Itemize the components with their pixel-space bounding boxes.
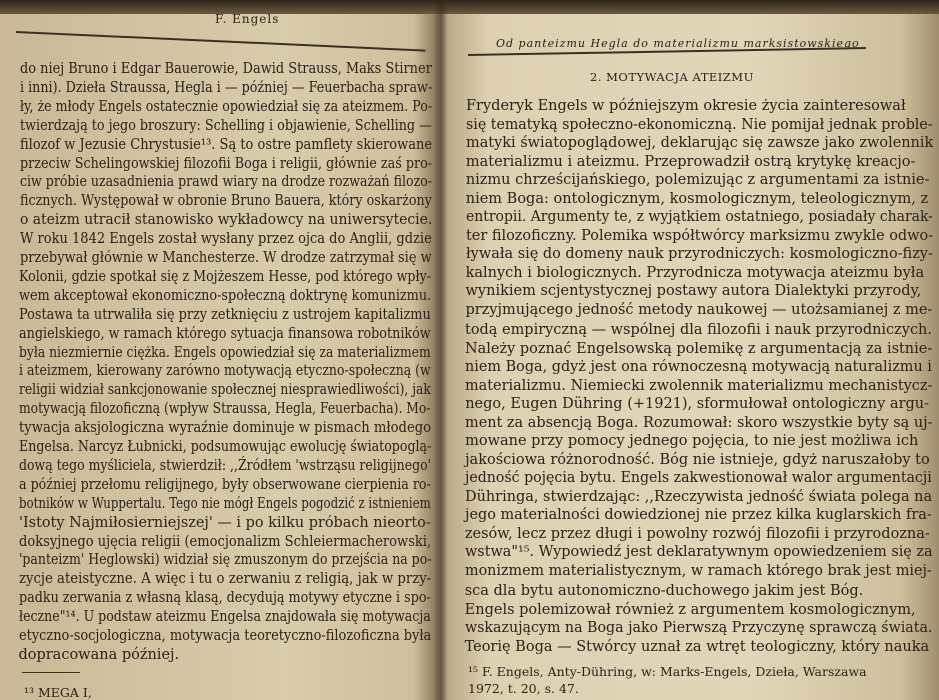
text-line: była niezmiernie ciężka. Engels opowiedział się za materializmem [19,344,431,361]
text-line: jakościowa różnorodność. Bóg nie istnieje, gdyż naruszałoby to [465,451,930,468]
text-line: padku zerwania z własną klasą, decydują motywy etyczne i spo- [18,590,431,607]
footnote-right-1: ¹⁵ F. Engels, Anty-Dühring, w: Marks-Engels, Dzieła, Warszawa [468,664,867,679]
text-line: Engelsa. Narcyz Łubnicki, podsumowując ewolucję światopoglą- [19,439,432,455]
text-line: matyki światopoglądowej, deklarując się zawsze jako zwolennik [465,135,934,151]
text-line: przyjmującego jedność metody naukowej — utożsamianej z me- [465,301,933,318]
text-line: 'Istoty Najmiłosierniejszej' — i po kilku próbach nieorto- [18,514,431,531]
footnote-right-2: 1972, t. 20, s. 47. [468,681,579,696]
text-line: Postawa ta utrwaliła się przy zetknięciu z ustrojem kapitalizmu [19,306,432,323]
text-line: entropii. Argumenty te, z wyjątkiem ostatniego, posiadały charak- [465,209,933,225]
text-line: ciw próbie uzasadnienia prawd wiary na drodze rozważań filozo- [19,174,432,191]
text-line: łeczne"¹⁴. U podstaw ateizmu Engelsa znajdowała się motywacja [18,609,431,626]
text-line: i ateizmem, kierowany zarówno motywacją etyczno-społeczną (w [19,363,431,380]
text-line: wstwa"¹⁵. Wypowiedź jest deklaratywnym opowiedzeniem się za [464,544,933,560]
text-line: o ateizm utracił stanowisko wykładowcy na uniwersytecie. [19,212,432,229]
text-line: się tematyką społeczno-ekonomiczną. Nie pomijał jednak proble- [465,116,933,133]
text-line: doksyjnego ujęcia religii (emocjonalizm Schleiermacherowski, [18,533,431,550]
text-line: ment za absencją Boga. Rozumował: skoro wszystkie byty są uj- [465,414,933,431]
footnote-rule-left [22,672,80,673]
text-line: wynikiem scjentystycznej postawy autora Dialektyki przyrody, [465,283,922,299]
text-line: botników w Wuppertalu. Tego nie mógł Engels pogodzić z istnieniem [18,495,431,512]
text-line: Należy poznać Engelsowską polemikę z argumentacją za istnie- [465,340,933,357]
text-line: nizmu chrześcijańskiego, polemizując z argumentami za istnie- [465,172,930,188]
text-line: nego, Eugen Dühring (+1921), sformułował ontologiczny argu- [465,396,930,412]
left-page [0,0,438,700]
text-line: materializmu. Niemiecki zwolennik materializmu mechanistycz- [465,377,933,394]
text-line: todą empiryczną — wspólnej dla filozofii i nauk przyrodniczych. [465,322,933,338]
text-line: dopracowana później. [18,646,180,663]
text-line: ficznych. Występował w obronie Bruno Bauera, który oskarżony [19,193,432,210]
text-line: dową tego myśliciela, stwierdził: ,,Źródłem 'wstrząsu religijnego' [18,457,432,474]
header-rule-left [16,31,426,52]
text-line: i inni). Dzieła Straussa, Hegla i — później — Feuerbacha spraw- [19,79,433,96]
footnote-fragment-left: ¹³ MEGA I, [24,685,92,700]
text-line: zycje ateistyczne. A więc i tu o zerwaniu z religią, jak w przy- [18,571,431,588]
text-line: jego materialności dowiedzionej nie przez kilka kuglarskich fra- [464,507,932,523]
text-line: a później przełomu religijnego, były obserwowane cierpienia ro- [18,476,431,493]
text-line: ły, że młody Engels ostatecznie opowiedział się za ateizmem. Po- [19,98,432,115]
text-line: etyczno-socjologiczna, motywacja teoretyczno-filozoficzna była [18,628,431,644]
text-line: W roku 1842 Engels został wysłany przez ojca do Anglii, gdzie [19,231,432,248]
text-line: 'panteizm' Heglowski) widział się zmuszonym do przejścia na po- [18,552,432,569]
text-line: mowane przy pomocy jednego pojęcia, to nie jest możliwa ich [465,433,919,449]
text-line: przeciw Schelingowskiej filozofii Boga i religii, głównie zaś pro- [19,155,432,172]
text-line: twierdzają to jego broszury: Schelling i objawienie, Schelling — [19,117,432,134]
text-line: niem Boga, gdyż jest ona równoczesną motywacją naturalizmu i [465,359,933,375]
text-line: monizmem materialistycznym, w ramach którego brak jest miej- [464,562,932,579]
text-line: zesów, lecz przez długi i powolny rozwój filozofii i przyrodozna- [464,525,930,542]
text-line: kalnych i biologicznych. Przyrodnicza motywacja ateizmu była [465,264,925,281]
text-line: jedność pojęcia bytu. Engels zakwestionował walor argumentacji [465,470,932,486]
text-line: do niej Bruno i Edgar Bauerowie, Dawid Strauss, Maks Stirner [20,61,432,77]
text-line: wskazującym na Boga jako Pierwszą Przyczynę sprawczą świata. [464,620,933,636]
text-line: angielskiego, w ramach którego sytuacja finansowa robotników [19,325,432,342]
text-line: filozof w Jezusie Chrystusie¹³. Są to ostre pamflety skierowane [19,136,432,153]
section-heading: 2. MOTYWACJA ATEIZMU [590,70,754,84]
text-line: Teorię Boga — Stwórcy uznał za wtręt teologiczny, który nauka [464,638,930,655]
text-line: sca dla bytu autonomiczno-duchowego jakim jest Bóg. [464,583,864,599]
text-line: Dühringa, stwierdzając: ,,Rzeczywista jedność świata polega na [464,488,933,505]
text-line: Kolonii, gdzie spotkał się z Mojżeszem Hesse, pod którego wpły- [19,268,432,285]
right-page [440,0,939,700]
text-line: ływała się do domeny nauk przyrodniczych: kosmologiczno-fizy- [465,246,933,262]
text-line: Engels polemizował również z argumentem kosmologicznym, [464,601,916,618]
text-line: wem akceptował ekonomiczno-społeczną doktrynę komunizmu. [19,287,432,304]
text-line: motywacją filozoficzną (wpływ Straussa, Hegla, Feuerbacha). Mo- [19,401,431,418]
text-line: religii widział sankcjonowanie społecznej niesprawiedliwości), jak [19,382,431,399]
text-line: Fryderyk Engels w późniejszym okresie życia zainteresował [466,98,906,114]
running-head-right: Od panteizmu Hegla do materializmu marksistowskiego [496,37,860,50]
text-line: przebywał głównie w Manchesterze. W drodze zatrzymał się w [19,250,432,266]
text-line: materializmu i ateizmu. Przeprowadził ostrą krytykę kreacjo- [465,153,916,170]
text-line: ter filozoficzny. Polemika współtwórcy marksizmu zwykle odwo- [465,227,933,244]
text-line: niem Boga: ontologicznym, kosmologicznym, teleologicznym, z [465,190,929,207]
running-head-left: F. Engels [215,12,280,26]
text-line: tywacja aksjologiczna wyraźnie dominuje w pismach młodego [19,420,432,437]
